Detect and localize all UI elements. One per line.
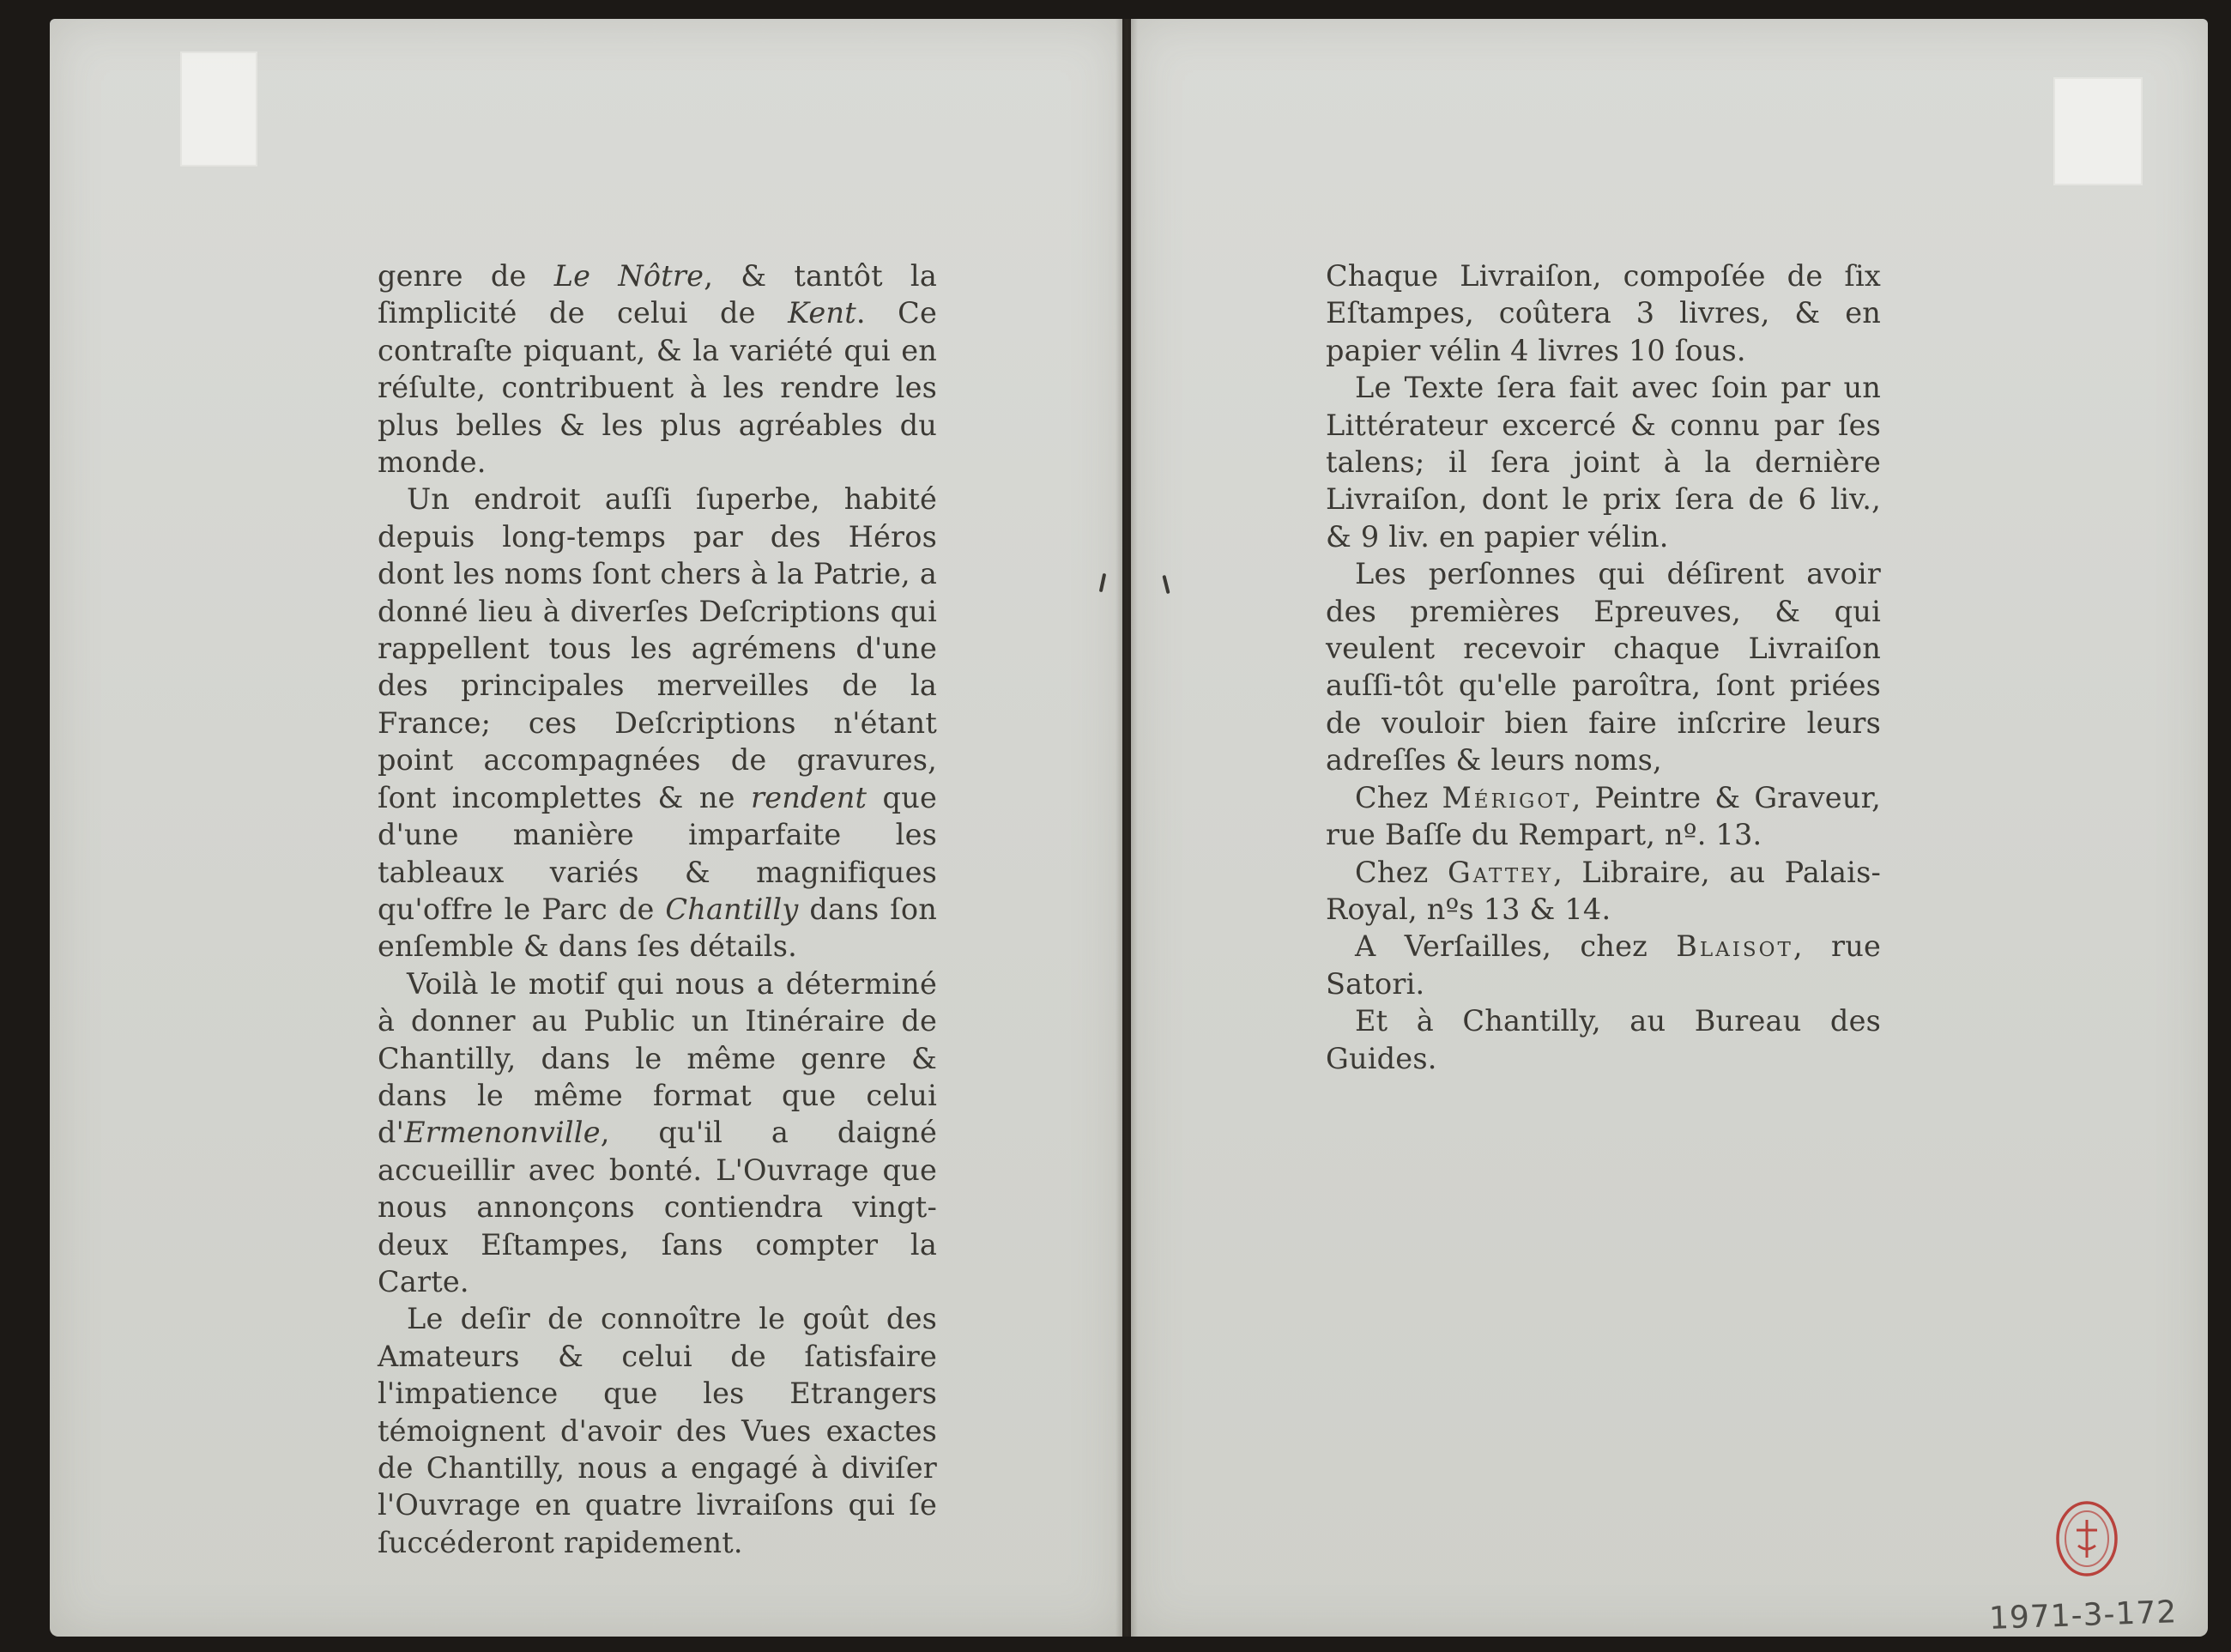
text-run: , & tantôt la ſimplicité de celui de: [378, 259, 937, 330]
paragraph: [378, 965, 937, 1301]
text-run: Le deſir de connoître le goût des Amateurs & celui de ſatisfaire l'impatience que les Etrangers témoignent d'avoir des Vues exactes de Chantilly, nous a engagé à diviſer l'Ouvrage en quatre livraiſons qui ſe ſuccéderont rapidement.: [378, 1302, 937, 1559]
text-run: , qu'il a daigné accueillir avec bonté. L'Ouvrage que nous annonçons contiendra vingt-deux Eſtampes, ſans compter la Carte.: [378, 1116, 937, 1298]
name-smallcaps: Gattey: [1447, 855, 1554, 889]
text-run: Voilà le motif qui nous a déterminé à donner au Public un Itinéraire de Chantilly, dans le même genre & dans le même format que celui d': [378, 966, 937, 1150]
paragraph: [1326, 928, 1881, 1002]
name-smallcaps: Blaisot: [1676, 929, 1793, 964]
text-run: genre de: [378, 259, 554, 293]
paragraph: [1326, 257, 1881, 369]
inventory-number: 1971-3-172: [1988, 1595, 2178, 1637]
left-page-text: [378, 257, 937, 1561]
paragraph: [1326, 369, 1881, 555]
italic-text: Chantilly: [665, 892, 799, 926]
text-run: , rue Satori.: [1326, 929, 1882, 1001]
paragraph: [378, 257, 937, 481]
text-run: Chaque Livraiſon, compoſée de ſix Eſtampes, coûtera 3 livres, & en papier vélin 4 livres 10 ſous.: [1326, 259, 1881, 367]
italic-text: Kent: [788, 296, 856, 330]
text-run: . Ce contraſte piquant, & la variété qui en réſulte, contribuent à les rendre les plus belles & les plus agréables du monde.: [378, 296, 937, 480]
text-run: Chez: [1355, 855, 1448, 889]
paragraph: [1326, 779, 1881, 854]
page-fold: [1116, 19, 1138, 1637]
text-run: Le Texte ſera fait avec ſoin par un Littérateur excercé & connu par ſes talens; il ſera joint à la dernière Livraiſon, dont le prix ſera de 6 liv., & 9 liv. en papier vélin.: [1326, 371, 1881, 554]
paper-tab-right: [2055, 79, 2141, 184]
library-stamp: [2053, 1498, 2121, 1579]
name-smallcaps: Mérigot: [1442, 780, 1572, 814]
paragraph: [1326, 1002, 1881, 1077]
text-run: Chez: [1355, 780, 1442, 814]
text-run: Les perſonnes qui déſirent avoir des premières Epreuves, & qui veulent recevoir chaque Livraiſon auſſi-tôt qu'elle paroîtra, ſont priées de vouloir bien faire inſcrire leurs adreſſes & leurs noms,: [1326, 557, 1881, 778]
italic-text: Le Nôtre: [553, 259, 704, 293]
paragraph: [378, 1300, 937, 1561]
paragraph: [378, 481, 937, 965]
paragraph: [1326, 555, 1881, 778]
text-run: Et à Chantilly, au Bureau des Guides.: [1326, 1004, 1881, 1075]
text-run: que d'une manière imparfaite les tableaux variés & magnifiques qu'offre le Parc de: [378, 780, 937, 926]
italic-text: rendent: [751, 780, 868, 814]
right-page-text: [1326, 257, 1881, 1077]
text-run: Un endroit auſſi ſuperbe, habité depuis long-temps par des Héros dont les noms ſont chers à la Patrie, a donné lieu à diverſes Deſcriptions qui rappellent tous les agrémens d'une des principales merveilles de la France; ces Deſcriptions n'étant point accompagnées de gravures, ſont incomplettes & ne: [378, 482, 937, 814]
paragraph: [1326, 854, 1881, 929]
text-run: A Verſailles, chez: [1355, 929, 1677, 964]
italic-text: Ermenonville: [404, 1116, 601, 1150]
text-run: dans ſon enſemble & dans ſes détails.: [378, 892, 937, 964]
text-run: , Peintre & Graveur, rue Baſſe du Rempart, nº. 13.: [1326, 780, 1881, 852]
paper-tab-left: [182, 53, 256, 165]
text-run: , Libraire, au Palais-Royal, nºs 13 & 14.: [1326, 855, 1881, 926]
